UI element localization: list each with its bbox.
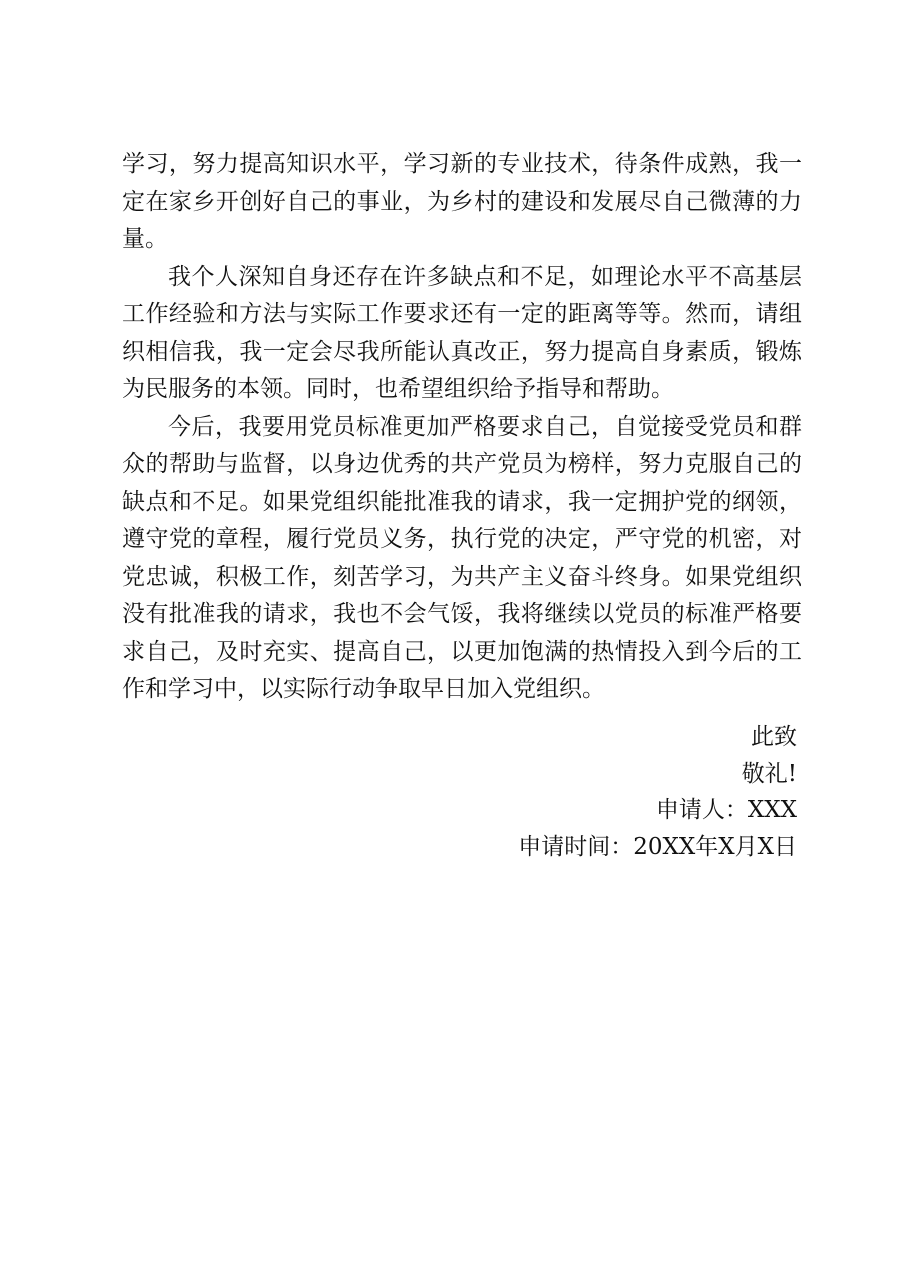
paragraph-continuation: 学习，努力提高知识水平，学习新的专业技术，待条件成熟，我一定在家乡开创好自己的事业，为乡村的建设和发展尽自己微薄的力量。 xyxy=(122,151,802,252)
application-date: 申请时间：20XX年X月X日 xyxy=(518,833,797,860)
paragraph-shortcomings: 我个人深知自身还存在许多缺点和不足，如理论水平不高基层工作经验和方法与实际工作要求还有一定的距离等等。然而，请组织相信我，我一定会尽我所能认真改正，努力提高自身素质，锻炼为民服务的本领。同时，也希望组织给予指导和帮助。 xyxy=(122,263,802,402)
closing-salutation: 此致 xyxy=(751,724,797,750)
paragraph-commitment: 今后，我要用党员标准更加严格要求自己，自觉接受党员和群众的帮助与监督，以身边优秀的共产党员为榜样，努力克服自己的缺点和不足。如果党组织能批准我的请求，我一定拥护党的纲领，遵守党的章程，履行党员义务，执行党的决定，严守党的机密，对党忠诚，积极工作，刻苦学习，为共产主义奋斗终身。如果党组织没有批准我的请求，我也不会气馁，我将继续以党员的标准严格要求自己，及时充实、提高自己，以更加饱满的热情投入到今后的工作和学习中，以实际行动争取早日加入党组织。 xyxy=(122,413,802,702)
letter-closing xyxy=(518,719,797,865)
letter-body xyxy=(122,146,802,709)
closing-respect: 敬礼! xyxy=(741,760,797,787)
applicant-name: 申请人：XXX xyxy=(655,797,797,823)
